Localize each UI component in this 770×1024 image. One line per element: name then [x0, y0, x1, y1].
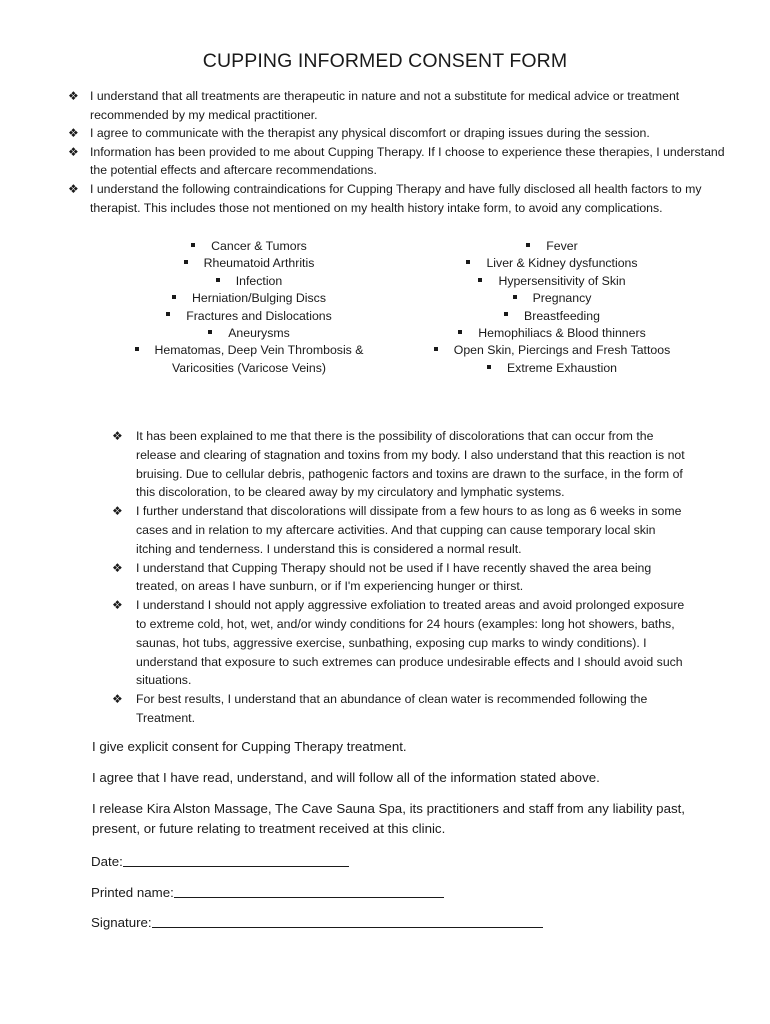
list-item: ❖ Information has been provided to me about Cupping Therapy. If I choose to experience these therapies, I understand the potential effects and aftercare recommendations. — [68, 144, 725, 178]
square-bullet-icon — [513, 295, 517, 299]
square-bullet-icon — [216, 278, 220, 282]
diamond-bullet-icon: ❖ — [68, 181, 79, 196]
square-bullet-icon — [478, 278, 482, 282]
square-bullet-icon — [208, 330, 212, 334]
square-bullet-icon — [191, 243, 195, 247]
square-bullet-icon — [434, 347, 438, 351]
diamond-bullet-icon: ❖ — [112, 429, 123, 443]
printed-name-label: Printed name: — [91, 885, 174, 900]
square-bullet-icon — [172, 295, 176, 299]
signature-input-line[interactable] — [152, 913, 543, 928]
list-item: Breastfeeding — [424, 308, 680, 325]
square-bullet-icon — [458, 330, 462, 334]
list-item: Extreme Exhaustion — [424, 360, 680, 377]
list-item: Herniation/Bulging Discs — [108, 290, 390, 307]
list-item: Pregnancy — [424, 290, 680, 307]
date-field — [91, 851, 349, 872]
list-item: Hemophiliacs & Blood thinners — [424, 325, 680, 342]
printed-name-input-line[interactable] — [174, 883, 444, 898]
list-item: ❖ I further understand that discolorations will dissipate from a few hours to as long as 6 weeks in some cases and in relation to my aftercare activities. And that cupping can cause temporary local skin itching and tenderness. I understand this is considered a normal result. — [112, 504, 682, 556]
list-item: Aneurysms — [108, 325, 390, 342]
list-item: Liver & Kidney dysfunctions — [424, 255, 680, 272]
diamond-bullet-icon: ❖ — [112, 598, 123, 613]
liability-release-statement: I release Kira Alston Massage, The Cave Sauna Spa, its practitioners and staff from any liability past, present, or future relating to treatment received at this clinic. — [92, 801, 686, 836]
square-bullet-icon — [487, 365, 491, 369]
list-item: ❖ I understand the following contraindications for Cupping Therapy and have fully disclosed all health factors to my therapist. This includes those not mentioned on my health history intake form, to avoid any complications. — [68, 181, 702, 215]
list-item: Cancer & Tumors — [108, 238, 390, 255]
square-bullet-icon — [135, 347, 139, 351]
diamond-bullet-icon: ❖ — [112, 560, 123, 575]
agreement-statement: I agree that I have read, understand, and will follow all of the information stated above. — [92, 770, 600, 785]
list-item: Open Skin, Piercings and Fresh Tattoos — [424, 342, 680, 359]
signature-label: Signature: — [91, 915, 152, 930]
contraindications-left-list — [108, 238, 390, 377]
square-bullet-icon — [184, 260, 188, 264]
list-item: ❖ I agree to communicate with the therapist any physical discomfort or draping issues during the session. — [66, 124, 726, 143]
printed-name-field — [91, 882, 444, 903]
date-input-line[interactable] — [123, 852, 349, 867]
list-item: Rheumatoid Arthritis — [108, 255, 390, 272]
consent-statement: I give explicit consent for Cupping Therapy treatment. — [92, 739, 407, 754]
diamond-bullet-icon: ❖ — [112, 692, 123, 707]
list-item: ❖ It has been explained to me that there is the possibility of discolorations that can occur from the release and clearing of stagnation and toxins from my body. I also understand that this reaction is not bruising. Due to cellular debris, pathogenic factors and toxins are drawn to the surface, in the form of this discoloration, to be cleared away by my circulatory and lymphatic systems. — [112, 429, 685, 500]
list-item: Hematomas, Deep Vein Thrombosis & Varicosities (Varicose Veins) — [108, 342, 390, 377]
diamond-bullet-icon: ❖ — [112, 504, 123, 519]
aftercare-info-list — [110, 427, 685, 728]
list-item: ❖ For best results, I understand that an abundance of clean water is recommended following the Treatment. — [112, 692, 648, 725]
intro-list — [66, 87, 726, 217]
list-item: ❖ I understand that all treatments are therapeutic in nature and not a substitute for medical advice or treatment recommended by my medical practitioner. — [68, 89, 680, 122]
contraindications-right-list — [424, 238, 680, 377]
diamond-bullet-icon: ❖ — [68, 144, 79, 159]
form-title: CUPPING INFORMED CONSENT FORM — [202, 50, 568, 72]
diamond-bullet-icon: ❖ — [68, 89, 79, 103]
diamond-bullet-icon: ❖ — [68, 126, 79, 141]
signature-field — [91, 912, 543, 933]
square-bullet-icon — [466, 260, 470, 264]
list-item: ❖ I understand that Cupping Therapy should not be used if I have recently shaved the area being treated, on areas I have sunburn, or if I'm experiencing hunger or thirst. — [112, 560, 652, 594]
date-label: Date: — [91, 854, 123, 869]
list-item: Fever — [424, 238, 680, 255]
list-item: Hypersensitivity of Skin — [424, 273, 680, 290]
list-item: ❖ I understand I should not apply aggressive exfoliation to treated areas and avoid prolonged exposure to extreme cold, hot, wet, and/or windy conditions for 24 hours (examples: long hot showers, baths, saunas, hot tubs, aggressive exercise, sunbathing, exposing cup marks to windy conditions). I understand that exposure to such extremes can produce undesirable effects and I should avoid such situations. — [112, 598, 685, 688]
square-bullet-icon — [526, 243, 530, 247]
list-item: Fractures and Dislocations — [108, 308, 390, 325]
square-bullet-icon — [504, 312, 508, 316]
list-item: Infection — [108, 273, 390, 290]
square-bullet-icon — [166, 312, 170, 316]
